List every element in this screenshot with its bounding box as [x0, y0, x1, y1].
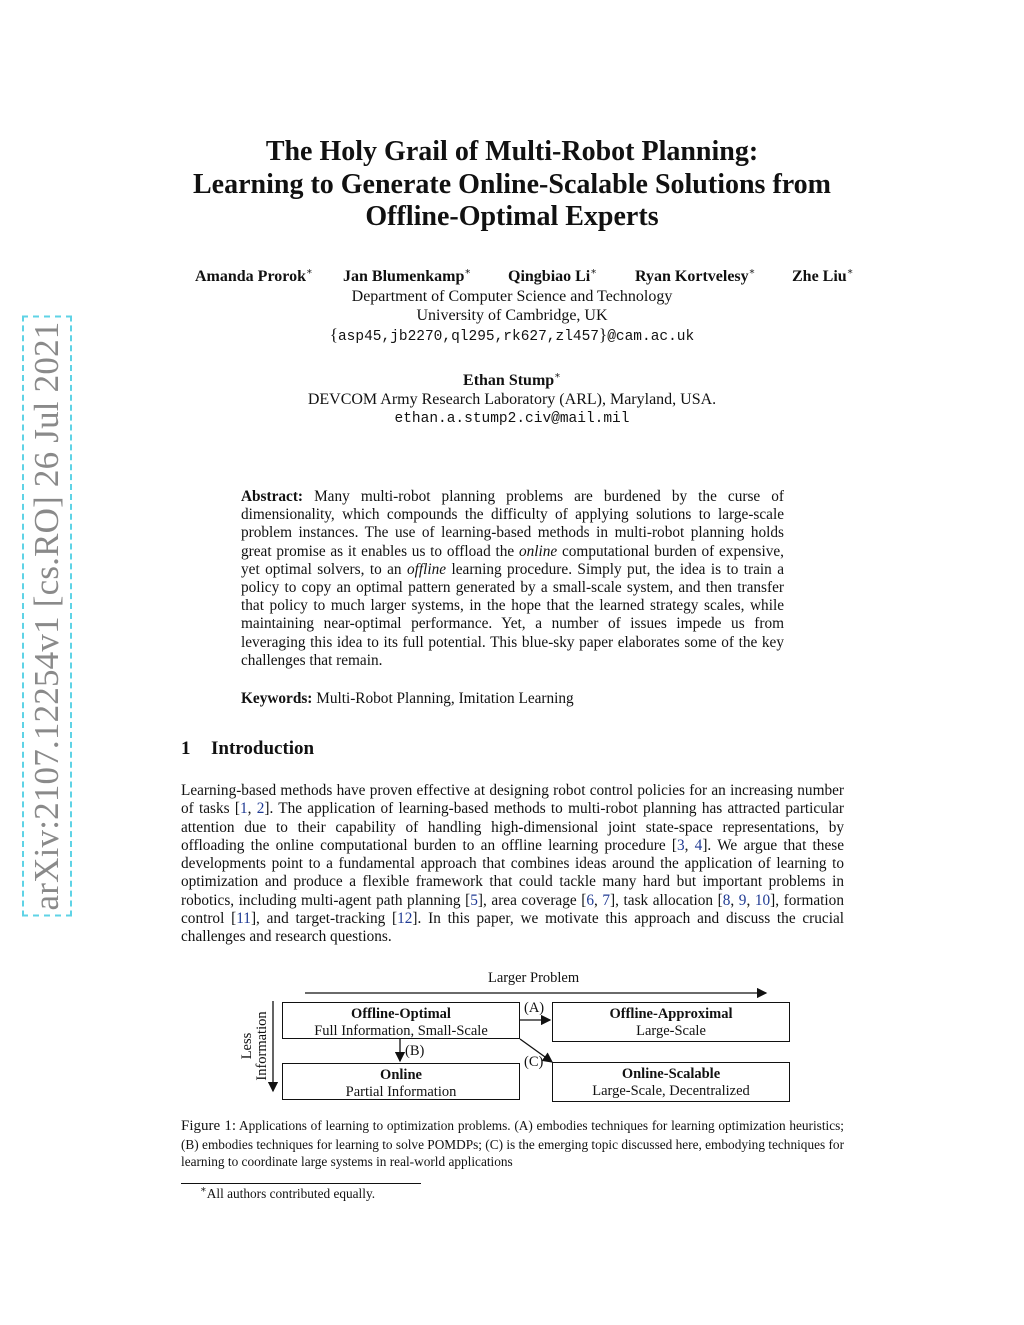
title-line-1: The Holy Grail of Multi-Robot Planning:	[265, 136, 759, 167]
affiliation-dept: Department of Computer Science and Technology	[351, 288, 673, 305]
arxiv-stamp: arXiv:2107.12254v1 [cs.RO] 26 Jul 2021	[22, 316, 72, 917]
citation-link[interactable]: 5	[470, 891, 478, 909]
box-offline-approximal: Offline-Approximal Large-Scale	[552, 1002, 790, 1042]
paper-title	[150, 136, 874, 234]
author-blumenkamp: Jan Blumenkamp∗	[343, 266, 472, 285]
keywords: Keywords: Multi-Robot Planning, Imitation Learning	[241, 690, 574, 707]
affiliation-cambridge	[200, 288, 824, 347]
affiliation-email: ethan.a.stump2.civ@mail.mil	[394, 411, 630, 427]
caption-label: Figure 1:	[181, 1118, 236, 1134]
citation-link[interactable]: 2	[256, 800, 265, 818]
abstract-em-online: online	[518, 542, 558, 560]
section-heading-introduction: 1 Introduction	[181, 738, 315, 759]
footnote: ∗All authors contributed equally.	[200, 1184, 376, 1201]
citation-link[interactable]: 3	[676, 836, 685, 854]
author-liu: Zhe Liu∗	[792, 266, 854, 285]
title-line-3: Offline-Optimal Experts	[365, 201, 659, 232]
arrow-a-label: (A)	[524, 1000, 545, 1016]
citation-link[interactable]: 7	[602, 891, 611, 909]
arrow-c-label: (C)	[524, 1054, 544, 1070]
arrow-b-label: (B)	[405, 1043, 425, 1059]
author-kortvelesy: Ryan Kortvelesy∗	[635, 266, 756, 285]
title-line-2: Learning to Generate Online-Scalable Solutions from	[192, 168, 832, 200]
citation-link[interactable]: 1	[239, 800, 248, 818]
abstract-label: Abstract:	[241, 488, 304, 505]
box-online: Online Partial Information	[282, 1063, 520, 1100]
abstract-em-offline: offline	[407, 560, 447, 578]
footnote-rule	[181, 1183, 421, 1184]
figure-1-caption: Figure 1: Applications of learning to optimization problems. (A) embodies techniques for learning optimization heuristics; (B) embodies techniques for learning to solve POMDPs; (C) is the emerging topic discussed here, embodying techniques for learning to coordinate large systems in real-world applications	[181, 1118, 844, 1169]
citation-link[interactable]: 10	[754, 891, 771, 909]
citation-link[interactable]: 8	[722, 891, 731, 909]
citation-link[interactable]: 11	[236, 910, 251, 928]
author-li: Qingbiao Li∗	[508, 266, 598, 285]
affiliation-org: DEVCOM Army Research Laboratory (ARL), Maryland, USA.	[307, 390, 717, 408]
introduction-paragraph: Learning-based methods have proven effective at designing robot control policies for an increasing number of tasks [1, 2]. The application of learning-based methods to multi-robot planning has attracted particular attention due to their capability of handling high-dimensional joint state-space representations, by offloading the online computational burden to an offline learning procedure [3, 4]. We argue that these developments point to a fundamental approach that combines ideas around the application of learning to optimization and produce a flexible framework that could tackle many hard but important problems in robotics, including multi-agent path planning [5], area coverage [6, 7], task allocation [8, 9, 10], formation control [11], and target-tracking [12]. In this paper, we motivate this approach and discuss the crucial challenges and research questions.	[181, 782, 844, 946]
figure-1	[230, 968, 810, 1108]
citation-link[interactable]: 4	[694, 836, 703, 854]
box-online-scalable: Online-Scalable Large-Scale, Decentralized	[552, 1062, 790, 1102]
citation-link[interactable]: 6	[586, 891, 594, 909]
affiliation-arl	[200, 372, 824, 429]
author-stump: Ethan Stump∗	[463, 370, 561, 389]
figure-top-axis-label: Larger Problem	[488, 970, 580, 986]
affiliation-emails: {asp45,jb2270,ql295,rk627,zl457}@cam.ac.uk	[329, 325, 695, 345]
author-prorok: Amanda Prorok∗	[195, 266, 313, 285]
citation-link[interactable]: 12	[397, 910, 413, 928]
citation-link[interactable]: 9	[738, 891, 747, 909]
affiliation-univ: University of Cambridge, UK	[416, 306, 608, 324]
figure-side-axis-label: Less Information	[239, 1011, 270, 1081]
keywords-label: Keywords:	[241, 690, 313, 707]
box-offline-optimal: Offline-Optimal Full Information, Small-Scale	[282, 1002, 520, 1039]
abstract: Abstract: Many multi-robot planning problems are burdened by the curse of dimensionality, which compounds the difficulty of applying solutions to large-scale problem instances. The use of learning-based methods in multi-robot planning holds great promise as it enables us to offload the online computational burden of expensive, yet optimal solvers, to an offline learning procedure. Simply put, the idea is to train a policy to copy an optimal pattern generated by a small-scale system, and then transfer that policy to much larger systems, in the hope that the learned strategy scales, while maintaining near-optimal performance. Yet, a number of issues impede us from leveraging this idea to its full potential. This blue-sky paper elaborates some of the key challenges that remain.	[241, 488, 785, 669]
